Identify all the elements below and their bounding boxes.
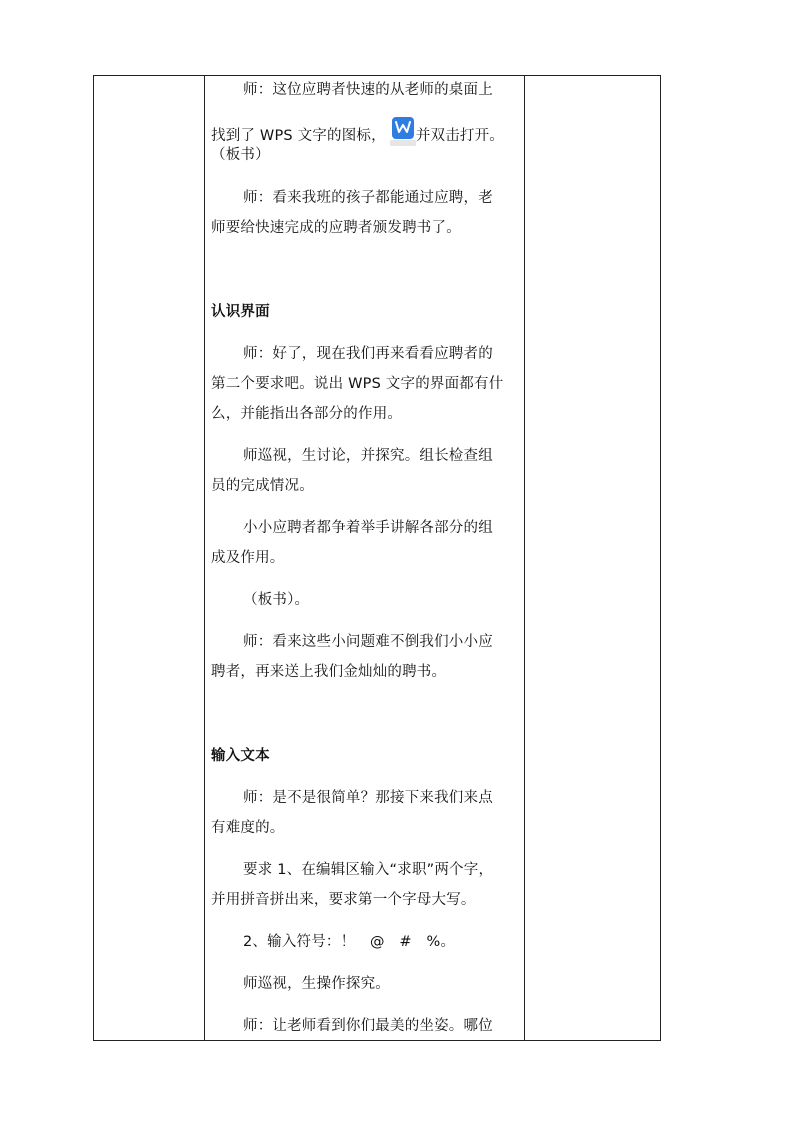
paragraph-line: （板书） [211,147,270,163]
line-text-before-icon: 找到了 WPS 文字的图标， [211,128,386,144]
line-text-after-icon: 并双击打开。 [415,128,505,144]
paragraph-line: 2、输入符号：！ @ # %。 [243,934,456,950]
paragraph-line: 成及作用。 [211,550,285,566]
paragraph-line: 师：好了，现在我们再来看看应聘者的 [243,346,493,362]
paragraph-line: 有难度的。 [211,820,285,836]
paragraph-line: 师：这位应聘者快速的从老师的桌面上 [243,82,493,98]
paragraph-line: 并用拼音拼出来，要求第一个字母大写。 [211,892,476,908]
paragraph-line: 师要给快速完成的应聘者颁发聘书了。 [211,220,461,236]
paragraph-line: 第二个要求吧。说出 WPS 文字的界面都有什 [211,376,504,392]
paragraph-line-with-icon [211,123,504,145]
lesson-plan-table [93,75,661,1041]
paragraph-line: 师：让老师看到你们最美的坐姿。哪位 [243,1018,493,1034]
paragraph-line: 师巡视，生讨论，并探究。组长检查组 [243,448,493,464]
paragraph-line: 师：看来这些小问题难不倒我们小小应 [243,634,493,650]
paragraph-line: 小小应聘者都争着举手讲解各部分的组 [243,520,493,536]
paragraph-line: 师：是不是很简单？那接下来我们来点 [243,790,493,806]
left-column-cell [94,76,205,1041]
right-column-cell [525,76,661,1041]
paragraph-line: 么，并能指出各部分的作用。 [211,406,403,422]
paragraph-line: 师巡视，生操作探究。 [243,976,390,992]
paragraph-line: 聘者，再来送上我们金灿灿的聘书。 [211,664,447,680]
section-heading: 认识界面 [211,304,270,320]
paragraph-line: 要求 1、在编辑区输入“求职”两个字， [243,862,494,878]
paragraph-line: （板书）。 [243,592,310,608]
activity-content [205,76,524,1040]
paragraph-line: 师：看来我班的孩子都能通过应聘，老 [243,190,493,206]
wps-writer-icon [392,123,414,145]
section-heading: 输入文本 [211,748,270,764]
activity-column-cell [205,76,525,1041]
paragraph-line: 员的完成情况。 [211,478,314,494]
